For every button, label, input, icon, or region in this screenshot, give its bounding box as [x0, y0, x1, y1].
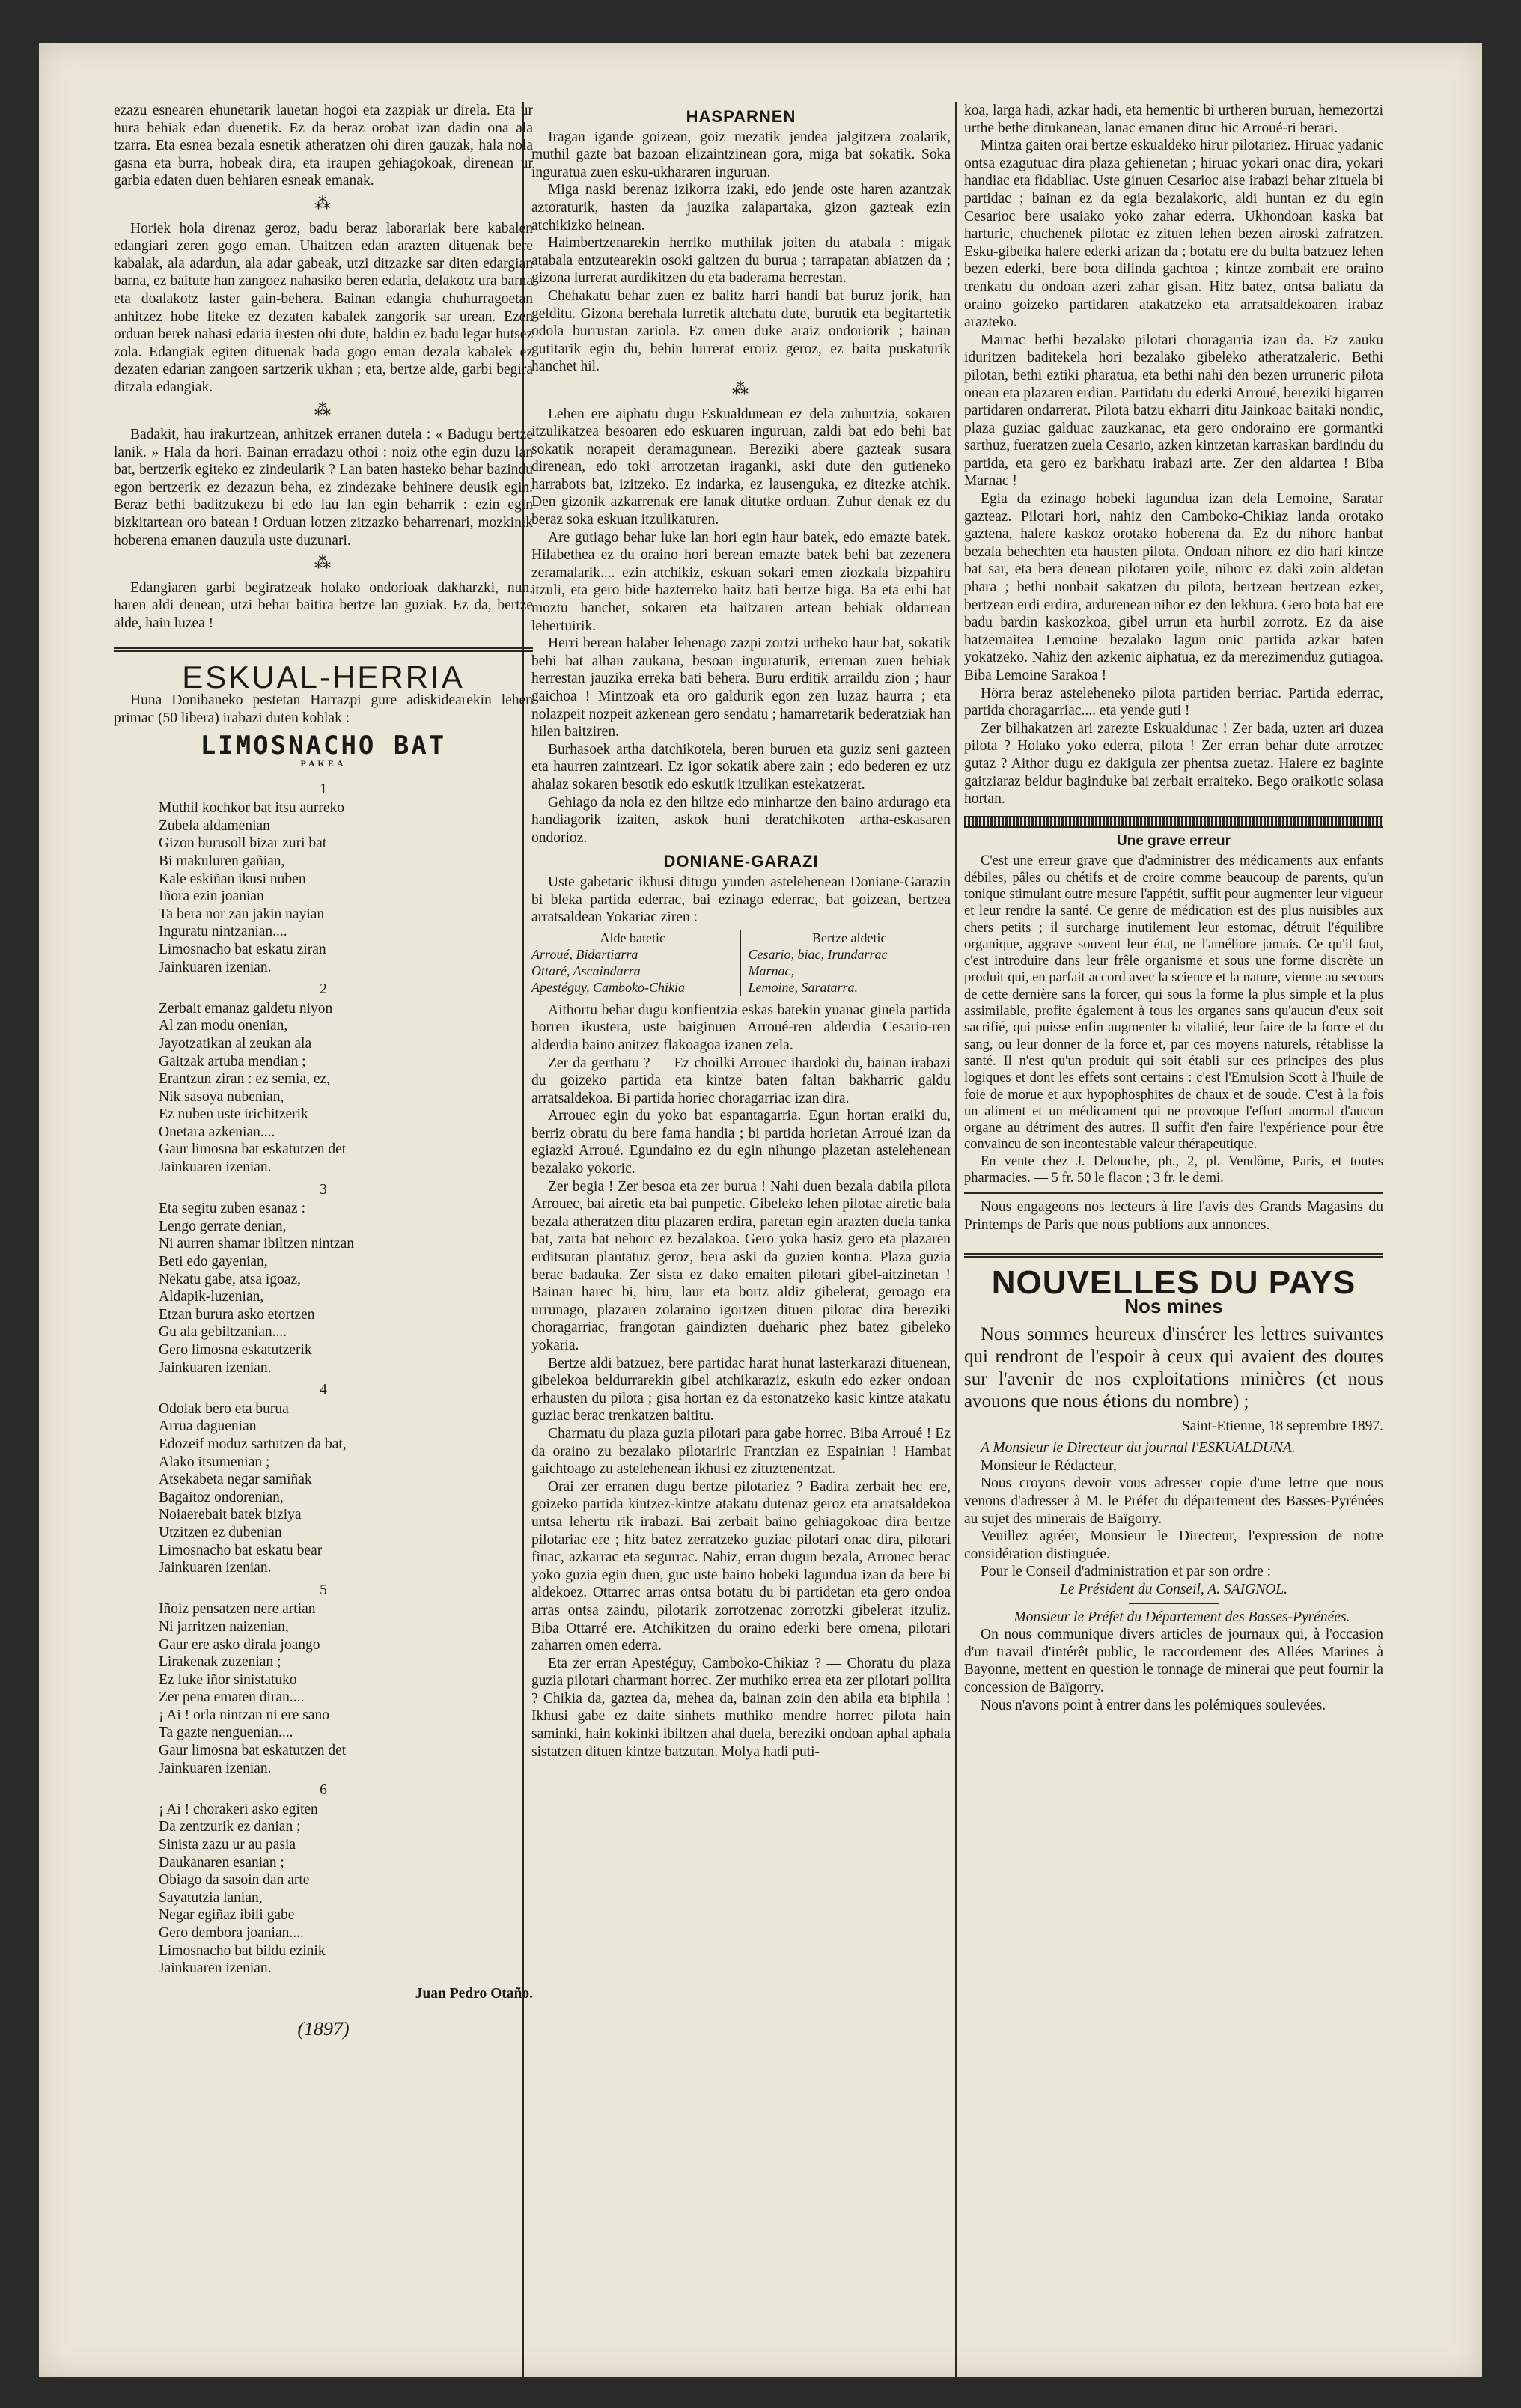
- letter-paragraph: On nous communique divers articles de journaux qui, à l'occasion d'un travail d'intérêt public, le raccordement des Allées Marines à Bayonne, mettent en question le tonnage de minerai que peut fournir la concession de Baïgorry.: [964, 1627, 1383, 1695]
- stanza: [114, 1000, 533, 1177]
- stanza-number: 4: [320, 1382, 327, 1398]
- team-player: Lemoine, Saratarra.: [748, 979, 859, 995]
- column-3: [964, 102, 1383, 1714]
- article-paragraph: Horiek hola direnaz geroz, badu beraz laborariak bere kabalen edangiari zeren gogo eman. Uhaitzen edan arazten dituenak bere kabalak, ala adardun, ala adar gabeak, utzi ditzazke sar diten edargian barna, ez baitute han zangoez nahasiko beren edaria, delakotz ura barna eta doalakotz laster gain-behera. Bainan edangia chuhurragoetan anhitzez hobe liteke ez dezaten kabalek zangorik sar urean. Ezen orduan berek nahasi edaria iresten ohi dute, baldin ez badu legar hutsez zola. Edangiak egiten dituenak bada gogo eman dezala kabalek ez dezaten edarian zangoen sartzerik ukhan ; eta, bertze alde, garbi begira ditzala edangiak.: [114, 220, 533, 395]
- verse-line: Bagaitoz ondorenian,: [159, 1489, 284, 1505]
- verse-line: Zubela aldamenian: [159, 817, 270, 834]
- ornament-rule: [964, 816, 1383, 828]
- section-title: HASPARNEN: [686, 107, 796, 126]
- ad-title: Une grave erreur: [1116, 832, 1231, 849]
- article-paragraph: Gehiago da nola ez den hiltze edo minhartze den baino ardurago eta handiagorik izaiten, askok huni deratchikoten artha-eskasaren ondorioz.: [531, 794, 951, 846]
- verse-line: Nik sasoya nubenian,: [159, 1088, 284, 1105]
- verse-line: Arrua daguenian: [159, 1418, 257, 1435]
- verse-line: Atsekabeta negar samiñak: [159, 1472, 312, 1488]
- divider: [964, 1192, 1383, 1194]
- verse-line: Iñoiz pensatzen nere artian: [159, 1601, 316, 1618]
- verse-line: Obiago da sasoin dan arte: [159, 1872, 310, 1889]
- verse-line: Muthil kochkor bat itsu aurreko: [159, 800, 345, 817]
- column-1: [114, 102, 533, 2038]
- article-paragraph: ezazu esnearen ehunetarik lauetan hogoi eta zazpiak ur direla. Eta ur hura behiak edan duenetik. Ez da beraz orobat izan dadin ona ala tzarra. Eta esnea bezala esnetik atheratzen ohi diren gauzak, hala nola gasna eta burra, hobeak dira, eta iraupen gehiagokoak, direnean ur garbia edaten duen behiaren esneak emanak.: [114, 103, 533, 189]
- section-banner: ESKUAL-HERRIA: [114, 647, 533, 686]
- team-player: Marnac,: [748, 963, 794, 978]
- verse-line: Limosnacho bat eskatu bear: [159, 1542, 323, 1558]
- article-paragraph: Mintza gaiten orai bertze eskualdeko hirur pilotariez. Hiruac yadanic ontsa ezagutuac dira plaza gehienetan ; hiruac yokari onac dira, yokari handiac eta fidabliac. Uste ginuen Cesarioc aise irabazi behar zituela bi partidac ; bainan ez da egia bezalakoric, aldi huntan ez du egin Cesarioc bere usaiako yoko zahar ederra. Ukhondoan kaska bat harturic, chuchenek pilotac ez zituen lehen bezen airoski zafratzen. Esku-gibelka halere ederki arizan da ; botatu ere du bulta batzuez lehen bezen ederki, bere bota dilinda gachtoa ; kintze zombait ere oraino trenkatu du ondoan azeri zahar gisan. Hitz batez, ontsa baliatu da oraino goizeko partidaren atakatzeko eta arratsaldekoaren irabaz araztеko.: [964, 138, 1383, 331]
- verse-line: Iñora ezin joanian: [159, 888, 264, 905]
- letter-paragraph: Pour le Conseil d'administration et par son ordre :: [981, 1564, 1272, 1580]
- ad-paragraph: C'est une erreur grave que d'administrer des médicaments aux enfants débiles, pâles ou chétifs et de croire comme beaucoup de parents, qu'un tonique stimulant outre mesure l'appétit, suffit pour augmenter leur vigueur et leur rendre la santé. Ce genre de médication est des plus nuisibles aux chers petits ; il surcharge inutilement leur estomac, détruit l'équilibre organique, aggrave souvent leur état, ne l'améliore jamais. Ce qu'il faut, c'est introduire dans leur frêle organisme et sous une forme discrète un produit qui, en parfait accord avec la science et la nature, vienne au secours de cette dernière sans la forcer, qui sous la forme la plus simple et la plus assimilable, profite également à tous les organes sans qu'aucun d'eux soit sacrifié, qui puisse enfin augmenter la vitalité, leur faire de la force et du sang, ou leur donner de la force et, par ces moyens naturels, rétablisse la santé. Il n'est qu'un produit qui soit établi sur ces principes des plus logiques et dont les effets sont certains : c'est l'Emulsion Scott à l'huile de foie de morue et aux hypophosphites de chaux et de soude. C'est à la fois un aliment et un médicament qui ne provoque l'effort anormal d'aucun organe au détriment des autres. Il suffit d'en faire l'expérience pour être convaincu de son incontestable valeur thérapeutique.: [964, 853, 1383, 1153]
- verse-line: Ta bera nor zan jakin nayian: [159, 906, 325, 922]
- verse-line: Al zan modu onenian,: [159, 1018, 288, 1034]
- verse-line: Gu ala gebiltzanian....: [159, 1324, 287, 1341]
- verse-line: ¡ Ai ! orla nintzan ni ere sano: [159, 1707, 329, 1723]
- verse-line: Gaur ere asko dirala joango: [159, 1636, 320, 1653]
- verse-line: Jainkuaren izenian.: [159, 1760, 272, 1776]
- signature: Juan Pedro Otaño.: [415, 1985, 533, 2002]
- article-paragraph: Chehakatu behar zuen ez balitz harri handi bat buruz jorik, han gelditu. Gizona berehala lurretik altchatu dute, burutik eta begitartetik odola burrustan zariola. Ez omen duke araiz ondoriorik ; bainan gutitarik egin du, behin lurrerat eroriz geroz, ez baita puskaturik hanchet hil.: [531, 287, 951, 375]
- section-separator: [114, 554, 533, 575]
- verse-line: Zer pena ematen diran....: [159, 1689, 305, 1706]
- team-header: Bertze aldetic: [812, 930, 887, 945]
- verse-line: Ni aurren shamar ibiltzen nintzan: [159, 1236, 354, 1252]
- team-player: Arroué, Bidartiarra: [531, 946, 638, 962]
- verse-line: Erantzun ziran : ez semia, ez,: [159, 1071, 331, 1088]
- verse-line: Sayatutzia lanian,: [159, 1889, 263, 1906]
- team-player: Apestéguy, Camboko-Chikia: [531, 979, 685, 995]
- article-paragraph: Lehen ere aiphatu dugu Eskualdunean ez dela zuhurtzia, sokaren itzulikatzea besoaren edo eskuaren inguruan, zaldi bat edo behi bat sokatik norapeit deramagunean. Bereziki abere gazteak susara direnean, edo toki arrotzetan iraganki, aski dute den gutieneko harrabots bat, izitzeko. Ez indarka, ez lausenguka, ez ditezke atchik. Den gizonik azkarrenak ere lanak ditutke orduan. Zuhur denak ez du beraz soka eskuan itzulikaturen.: [531, 406, 951, 528]
- stanza-number: 1: [320, 781, 327, 797]
- letter-paragraph: Nous croyons devoir vous adresser copie d'une lettre que nous venons d'adresser à M. le Préfet du département des Basses-Pyrénées au sujet des minerais de Baïgorry.: [964, 1475, 1383, 1527]
- letter-salutation: Monsieur le Rédacteur,: [981, 1457, 1117, 1474]
- article-paragraph: Zer bilhakatzen ari zarezte Eskualdunac ! Zer bada, uzten ari duzea pilota ? Holako yoko ederra, pilota ! Zer erran behar dute arrotzec gutaz ? Aithor dugu ez dakigula zer phentsa zuetaz. Halere ez baginte gaitziaraz beldur baginduke bai zerbait erraiteko. Bego oraikotic solasa hortan.: [964, 720, 1383, 808]
- verse-line: Gaur limosna bat eskatutzen det: [159, 1743, 347, 1759]
- article-paragraph: Are gutiago behar luke lan hori egin haur batek, edo emazte batek. Hilabethea ez du oraino hori berean emazte batek behi bat zezenera zeramalarik.... ezin atchikiz, eskuan sokari emen ziozkala bizpahiru itzuli, eta gero bide bazterreko haitz bati bertze biga. Ba eta erhi bat moztu hanchet, sokaren eta haitzaren artean behiak oldarrean lehertuirik.: [531, 529, 951, 634]
- verse-line: Ez luke iñor sinistatuko: [159, 1671, 297, 1688]
- letter-address: A Monsieur le Directeur du journal l'ESKUALDUNA.: [981, 1440, 1296, 1457]
- verse-line: Onetara azkenian....: [159, 1124, 275, 1140]
- section-banner: NOUVELLES DU PAYS: [964, 1253, 1383, 1292]
- verse-line: Lengo gerrate denian,: [159, 1218, 287, 1234]
- verse-line: Etzan burura asko etortzen: [159, 1306, 315, 1323]
- article-paragraph: Iragan igande goizean, goiz mezatik jendea jalgitzera zoalarik, muthil gazte bat bazoan elizaintzinean gora, miga bat sokatik. Soka inguratua zuen esku-ukhararen inguruan.: [531, 129, 951, 180]
- verse-line: Limosnacho bat bildu ezinik: [159, 1942, 326, 1959]
- divider: [1129, 1603, 1219, 1604]
- verse-line: Sinista zazu ur au pasia: [159, 1837, 296, 1853]
- notice-paragraph: Nous engageons nos lecteurs à lire l'avis des Grands Magasins du Printemps de Paris que nous publions aux annonces.: [964, 1199, 1383, 1233]
- ad-paragraph: En vente chez J. Delouche, ph., 2, pl. Vendôme, Paris, et toutes pharmacies. — 5 fr. 50 le flacon ; 3 fr. le demi.: [964, 1153, 1383, 1186]
- verse-line: Da zentzurik ez danian ;: [159, 1819, 301, 1835]
- verse-line: Odolak bero eta buruа: [159, 1400, 289, 1417]
- article-paragraph: Herri berean halaber lehenago zazpi zortzi urtheko haur bat, sokatik behi bat alhan zaukana, besoan inguraturik, erreman zuen behiak herrestan jauzika erreka bati behera. Buru erditik arraildu zion ; haur gaichoa ! Mintzoak eta oro galdurik egon zen luzaz haurra ; eta nolazpeit nozpeit azkenean gero sendatu ; hamarretarik bederatziak han hilen baitziren.: [531, 635, 951, 740]
- section-title: DONIANE-GARAZI: [663, 852, 819, 871]
- verse-line: Inguratu nintzanian....: [159, 924, 287, 940]
- poem: [114, 781, 533, 1978]
- section-separator: [114, 401, 533, 422]
- verse-line: Ez nuben uste irichitzerik: [159, 1106, 308, 1123]
- newspaper-page: [39, 43, 1482, 2377]
- article-paragraph: koa, larga hadi, azkar hadi, eta hementic bi urtheren buruan, hemezortzi urthe bethe ditukanean, lanac emanen dituc hic Arroué-ri berari.: [964, 103, 1383, 136]
- stanza: [114, 1200, 533, 1377]
- article-paragraph: Orai zer erranen dugu bertze pilotariez ? Badira zerbait hec ere, goizeko partida kintzez-kintze atakatu dutenaz gerоz eta arratsaldekoa untsa lehertu rik irabazi. Bai zerbait baino gehiagokoac dira bertze pilotariac ere ; hitz batez zerratzeko guziac pilotari onac dira, pilotari finac, azkarrac eta segurrac. Nahiz, erran dugun bezala, Arrouec berac yoko guzia egin duen, guc uste baino hobeki lagundua izan da bere bi aldekoez. Ottarrec arras ontsa botatu du bi partidetan eta gero ondoa arras ontsa zaindu, pilotarik zorrotzenac zorrotzki gibelerat itzuliz. Biba Ottarré ere. Atchikitzen du oraino ederki bere omena, pilotari zaharren omen ederra.: [531, 1478, 951, 1654]
- verse-line: Eta segitu zuben esanaz :: [159, 1201, 305, 1217]
- verse-line: Gero limosna eskatutzerik: [159, 1342, 312, 1358]
- team-header: Alde batetic: [600, 930, 665, 945]
- verse-line: Jayotzatikan al zeukan ala: [159, 1035, 312, 1052]
- team-player: Cesario, biac, Irundarrac: [748, 946, 888, 962]
- letter-address: Monsieur le Préfet du Département des Basses-Pyrénées.: [1014, 1609, 1350, 1625]
- verse-line: Aldapik-luzenian,: [159, 1289, 264, 1305]
- article-paragraph: Charmatu du plaza guzia pilotari para gabe horrec. Biba Arroué ! Ez da oraino zu bezalako pilotariric Frantzian ez Espainian ! Hambat gaichtoago zu astelehenean ikhusi ez zituztenentzat.: [531, 1425, 951, 1478]
- stanza-number: 5: [320, 1582, 327, 1598]
- stanza-number: 3: [320, 1181, 327, 1198]
- verse-line: Limosnacho bat eskatu ziran: [159, 941, 326, 957]
- verse-line: Jainkuaren izenian.: [159, 1159, 272, 1176]
- article-paragraph: Egia da ezinago hobeki lagundua izan dela Lemoine, Saratar gazteaz. Pilotari hori, nahiz den Camboko-Chikiaz landa orotako gaztena, halere kaskoz orotako hoberena da. Ez du nihorc hanbat bezala behechten eta hausten pilota. Ondoan nihorc ez dio hari kintze bat sar, eta bera denean pilotaren yoile, nihorc ez daki zoin aldetan phara ; bethi nonbait sakatzen du pilota, bertzean bertzean ezker, bertzean erdi erdira, ardurenean nihor ez den lekhura. Gero bota bat ere badu bardin kaskozkoa, gibel urrun eta hurbil zorrotz. Ez da aise hatzemaitea Lemoine bezalako lagun onic partida azkar baten yokatzeko. Nahiz den azkenic aiphatua, ez da merezimenduz gutiagoa. Biba Lemoine Sarakoa !: [964, 491, 1383, 683]
- letter-paragraph: Veuillez agréer, Monsieur le Directeur, l'expression de notre considération distinguée.: [964, 1528, 1383, 1562]
- section-separator: [531, 380, 951, 401]
- verse-line: Gero dembora joanian....: [159, 1925, 304, 1941]
- letter-date: Saint-Etienne, 18 septembre 1897.: [1181, 1418, 1383, 1434]
- handwritten-date: (1897): [297, 2018, 350, 2040]
- section-title: Nos mines: [1124, 1295, 1223, 1318]
- article-paragraph: Badakit, hau irakurtzean, anhitzek erranen dutela : « Badugu bertze lanik. » Hala da hori. Bainan erradazu othoi : noiz othe egin duzu lan bat, bertzerik egiteko ez zindeularik ? Lan baten hasteko behar bazindu egon bertzerik ez dezazun beha, ez zindezake behinere deusik egin. Beraz bethi baditzukezu bi edo lau lan egin beharrik : ezin egin bizkitartean oro batean ! Orduan lotzen zitzazko beharrenari, mozkinik hoberena emanen dauzula uste duzunari.: [114, 427, 533, 549]
- verse-line: Gaur limosna bat eskatutzen det: [159, 1141, 347, 1158]
- article-paragraph: Edangiaren garbi begiratzeak holako ondorioak dakharzki, nun, haren aldi denean, utzi behar baitira bertze lan guziak. Ez da, bertze alde, hain luzea !: [114, 579, 533, 632]
- verse-line: Gaitzak artuba mendian ;: [159, 1053, 306, 1070]
- verse-line: Utzitzen ez dubenian: [159, 1524, 282, 1540]
- poem-intro: Huna Donibaneko pestetan Harrazpi gure adiskidearekin lehen primac (50 libera) irabazi duten koblak :: [114, 692, 533, 726]
- column-divider: [955, 102, 957, 2377]
- article-paragraph: Miga naski berenaz izikorra izaki, edo jende oste haren azantzak aztoraturik, hasten da jauzika zalapartaka, gizon gazteak ezin atchikizko heinean.: [531, 182, 951, 234]
- verse-line: Jainkuaren izenian.: [159, 959, 272, 975]
- stanza: [114, 1400, 533, 1577]
- verse-line: Jainkuaren izenian.: [159, 1359, 272, 1376]
- verse-line: Lirakenak zuzenian ;: [159, 1654, 281, 1671]
- verse-line: Jainkuaren izenian.: [159, 1960, 272, 1977]
- article-paragraph: Arrouec egin du yoko bat espantagarria. Egun hortan eraiki du, berriz obratu du bere fama handia ; bi partida horietan Arroué izan da egiazki Arroué. Egundaino ez du egin nihungo plazetan astelehenean bezalako yokoric.: [531, 1108, 951, 1177]
- verse-line: Edozeif moduz sartutzen da bat,: [159, 1436, 347, 1452]
- article-paragraph: Aithortu behar dugu konfientzia eskas batekin yuanac ginela partida horren ikustera, uste baiginuen Arroué-ren alderdia Cesario-ren alderdia baino anitzez flakoagoa izanen zela.: [531, 1002, 951, 1053]
- verse-line: Ni jarritzen naizenian,: [159, 1618, 289, 1635]
- verse-line: Kale eskiñan ikusi nuben: [159, 871, 306, 887]
- article-paragraph: Haimbertzenarekin herriko muthilak joiten du atabala : migak atabala entzutearekin osoki galtzen du burua ; tarrapatan abiatzen da ; gizona lurrerat aurdikitzen du eta baderama herrestan.: [531, 235, 951, 287]
- stanza-number: 6: [320, 1782, 327, 1799]
- verse-line: Alako itsumenian ;: [159, 1454, 270, 1470]
- article-paragraph: Burhasoek artha datchikotela, beren buruen eta guziz seni gazteen eta haurren zaintzeari. Ez igor sokatik abere zain ; edo bederen ez utz ahalaz sokaren besotik edo eskutik itzulikan estekatzerat.: [531, 741, 951, 793]
- poem-subtitle: PAKEA: [300, 758, 347, 769]
- stanza: [114, 1801, 533, 1978]
- article-paragraph: Zer begia ! Zer besoa eta zer burua ! Nahi duen bezala dabila pilota Arrouec, bai airetic eta bai punpetic. Gibeleko lehen pilotac airetic bala bezala atheratzen ditu plazaren erdira, paretan egin arazten duela tanka bat, zarta bat nehorc ez bezalakoa. Gero yoka hasiz gero eta plazaren erditsutan plantatuz geroz, bera aski da guzien kontra. Plaza guzia berac badauka. Zer sista ez dako emaiten pilotari gibel-aitzinetan ! Bainan harec bi, hiru, laur eta bortz aldiz gibelerat, geroago eta urrunago, plazaren zolaraino igortzen dituen pilotac dira bereziki choragarriac, frangotan gaindizten dueharic phez batez gibeleko yokaria.: [531, 1178, 951, 1353]
- verse-line: Gizon burusoll bizar zuri bat: [159, 835, 327, 852]
- article-paragraph: Zer da gerthatu ? — Ez choilki Arrouec ihardoki du, bainan irabazi du goizeko partida eta kintze baten faltan bakharric galdu arratsaldekoa. Bi partida horiec choragarriac izan dira.: [531, 1055, 951, 1106]
- lead-paragraph: Nous sommes heureux d'insérer les lettres suivantes qui rendront de l'espoir à ceux qui avaient des doutes sur l'avenir de nos exploitations minières (et nous avouons que nous étions du nombre) ;: [964, 1323, 1383, 1412]
- letter-signature: Le Président du Conseil, A. SAIGNOL.: [1059, 1582, 1288, 1597]
- verse-line: Zerbait emanaz galdetu niyon: [159, 1000, 333, 1016]
- stanza: [114, 799, 533, 976]
- verse-line: Noiaerebait batek biziya: [159, 1507, 302, 1523]
- verse-line: Ta gazte nenguenian....: [159, 1725, 293, 1741]
- article-paragraph: Uste gabetaric ikhusi ditugu yunden astelehenean Doniane-Garazin bi bleka partida ederrac, bai ezinago ederrac, bat goizean, bertzea arratsaldean Yokariac ziren :: [531, 874, 951, 926]
- column-2: [531, 102, 951, 1761]
- stanza: [114, 1600, 533, 1777]
- verse-line: Negar egiñaz ibili gabe: [159, 1907, 295, 1924]
- article-paragraph: Hörra beraz asteleheneko pilota partiden berriac. Partida ederrac, partida choragarriac.... eta yende guti !: [964, 685, 1383, 719]
- article-paragraph: Bertze aldi batzuez, bere partidac harat hunat lasterkarazi dituenean, gibelekoa beldurrarekin gibel atchikaraziz, eskuin edo ezker ondoan erhausten du pilota ; gisa hortan ez da estonatzeko kasic kintze atakatu guziac berac trenkatzen baititu.: [531, 1355, 951, 1424]
- article-paragraph: Eta zer erran Apestéguy, Camboko-Chikiaz ? — Choratu du plaza guzia pilotari charmant horrec. Zer muthiko errea eta zer pilotari pollita ? Chikia da, gaztea da, mehea da, bainan zoin den abila eta biphila ! Ikhusi gabe ez daite sinhets muthiko mendre horrec pilota hain saminki, hain kokinki ibiltzen ahal duela, bereziki ondoan aphal aphala sistatzen dituen kintze batzutan. Molya hadi puti-: [531, 1655, 951, 1760]
- stanza-number: 2: [320, 981, 327, 998]
- article-paragraph: Marnac bethi bezalako pilotari choragarria izan da. Ez zauku iduritzen baditekela hori bezalako gibeleko atheratzaleric. Bethi pilotan, bethi eztiki pharatua, eta bethi nahi den bezen urruneric pilota onean eta plazaren erdian. Partidatu du ederki Arroué, bereziki bigarren partidaren ondarrerat. Pilota batzu ekharri ditu Jainkoac baitaki nondic, plaza guziac galduac zauzkanac, eta gero ondoraino ere gormantki sarthuz, fueratzen zuela Cesario, azken kintzetan karraskan bardindu du partida, eta gero ez barkhatu irabazi arte. Zer den aldartea ! Biba Marnac !: [964, 332, 1383, 490]
- poem-title: LIMOSNACHO BAT: [200, 731, 447, 761]
- letter-paragraph: Nous n'avons point à entrer dans les polémiques soulevées.: [981, 1697, 1326, 1713]
- verse-line: Bi makuluren gañian,: [159, 853, 285, 869]
- verse-line: ¡ Ai ! chorakeri asko egiten: [159, 1801, 318, 1817]
- teams-table: [531, 930, 951, 996]
- team-player: Ottaré, Ascaindarra: [531, 963, 641, 978]
- verse-line: Daukanaren esanian ;: [159, 1854, 284, 1871]
- verse-line: Nekatu gabe, atsa igoaz,: [159, 1271, 302, 1287]
- verse-line: Jainkuaren izenian.: [159, 1560, 272, 1576]
- section-separator: [114, 195, 533, 216]
- verse-line: Beti edo gayenian,: [159, 1254, 268, 1270]
